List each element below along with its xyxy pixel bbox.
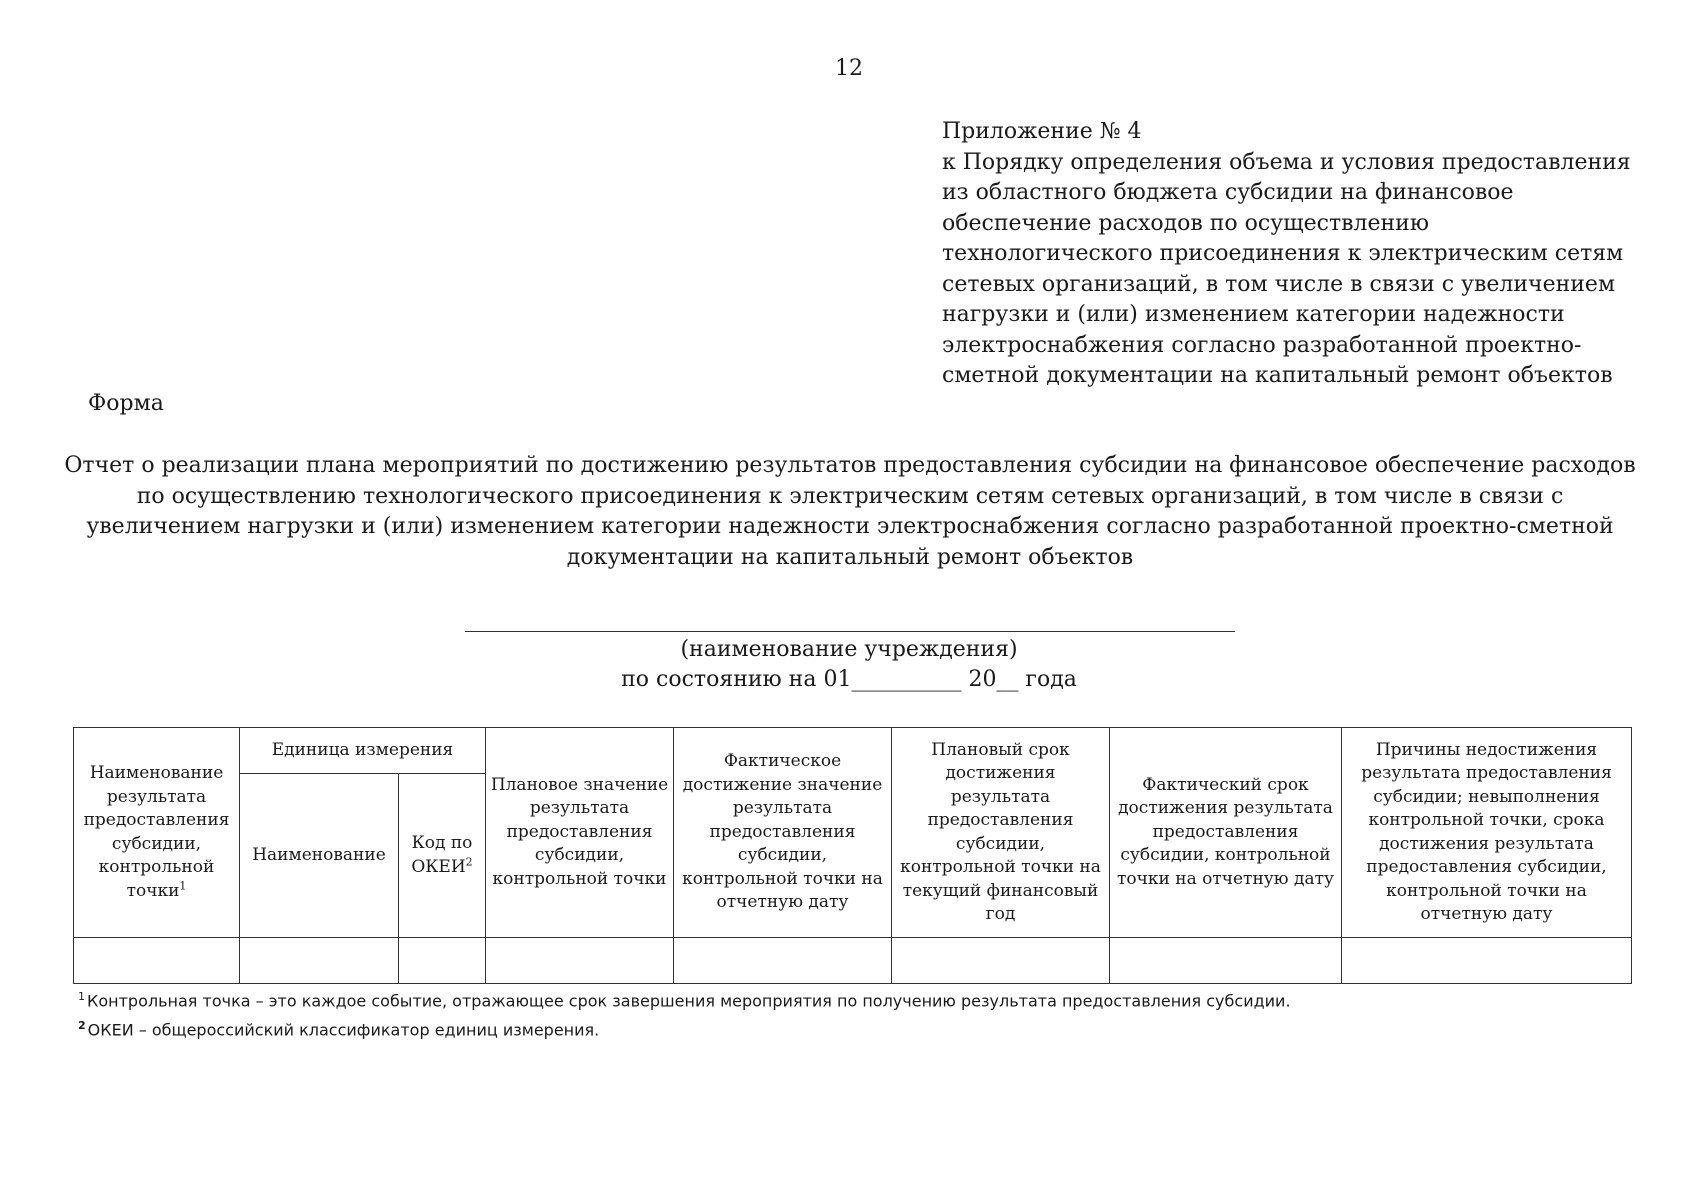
footnote-mark: 1 [78, 990, 85, 1003]
table-cell [486, 938, 674, 984]
table-cell [399, 938, 486, 984]
report-title-line: увеличением нагрузки и (или) изменением категории надежности электроснабжения согласно разработанной проектно-сметной [86, 514, 1614, 539]
report-table [73, 727, 1632, 984]
table-cell [892, 938, 1110, 984]
table-header-row [74, 728, 1632, 774]
organization-blank-line [465, 631, 1235, 632]
header-reasons: Причины недостижения результата предоставления субсидии; невыполнения контрольной точки, срока достижения результата предоставления субсидии, контрольной точки на отчетную дату [1342, 728, 1632, 938]
table-cell [1342, 938, 1632, 984]
page-number: 12 [835, 56, 863, 81]
appendix-line: электроснабжения согласно разработанной проектно- [942, 332, 1582, 358]
header-result-name: Наименование результата предоставления субсидии, контрольной точки$^1$ [74, 728, 240, 938]
footnote-2: $^2$ ОКЕИ – общероссийский классификатор единиц измерения. [78, 1019, 600, 1040]
organization-caption: (наименование учреждения) [680, 637, 1018, 662]
appendix-header [942, 117, 1672, 392]
appendix-line: обеспечение расходов по осуществлению [942, 210, 1429, 236]
footnote-1: $^1$ Контрольная точка – это каждое событие, отражающее срок завершения мероприятия по получению результата предоставления субсидии. [78, 990, 1291, 1011]
table-cell [674, 938, 892, 984]
report-title-line: Отчет о реализации плана мероприятий по достижению результатов предоставления субсидии на финансовое обеспечение расходов [64, 453, 1636, 478]
table-row [74, 938, 1632, 984]
form-label: Форма [88, 391, 164, 416]
header-actual-value: Фактическое достижение значение результата предоставления субсидии, контрольной точки на отчетную дату [674, 728, 892, 938]
appendix-line: технологического присоединения к электрическим сетям [942, 241, 1624, 266]
appendix-line: Приложение № 4 [942, 119, 1142, 144]
footnotes [78, 990, 1638, 1049]
appendix-line: к Порядку определения объема и условия предоставления [942, 149, 1631, 175]
report-title [60, 451, 1640, 573]
header-actual-date: Фактический срок достижения результата предоставления субсидии, контрольной точки на отчетную дату [1110, 728, 1342, 938]
table-cell [1110, 938, 1342, 984]
table-cell [74, 938, 240, 984]
appendix-line: сетевых организаций, в том числе в связи с увеличением [942, 271, 1616, 297]
appendix-line: сметной документации на капитальный ремонт объектов [942, 363, 1613, 388]
report-title-line: по осуществлению технологического присоединения к электрическим сетям сетевых организаций, в том числе в связи с [136, 483, 1564, 509]
appendix-line: нагрузки и (или) изменением категории надежности [942, 302, 1565, 327]
header-unit-name: Наименование [240, 774, 399, 938]
appendix-line: из областного бюджета субсидии на финансовое [942, 180, 1514, 205]
header-planned-date: Плановый срок достижения результата предоставления субсидии, контрольной точки на текущий финансовый год [892, 728, 1110, 938]
report-date-line: по состоянию на 01__________ 20__ года [621, 667, 1077, 692]
header-unit-group: Единица измерения [240, 728, 486, 774]
report-title-line: документации на капитальный ремонт объектов [566, 544, 1134, 570]
header-planned-value: Плановое значение результата предоставления субсидии, контрольной точки [486, 728, 674, 938]
table-cell [240, 938, 399, 984]
footnote-mark: 2 [78, 1019, 86, 1033]
header-unit-code: Код по ОКЕИ$^2$ [399, 774, 486, 938]
